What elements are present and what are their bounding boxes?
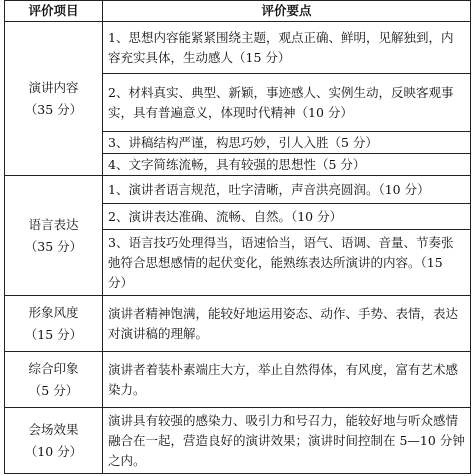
table-row [5, 22, 471, 74]
category-score: （35 分） [24, 101, 83, 117]
category-score: （35 分） [24, 238, 83, 254]
criterion-cell: 1、思想内容能紧紧围绕主题，观点正确、鲜明，见解独到，内容充实具体，生动感人（15 分） [103, 22, 471, 74]
category-cell-demeanor [5, 296, 103, 352]
criterion-cell: 演讲者精神饱满，能较好地运用姿态、动作、手势、表情，表达对演讲稿的理解。 [103, 296, 471, 352]
table-row [5, 408, 471, 474]
category-cell-impression [5, 352, 103, 408]
criterion-cell: 演讲者着装朴素端庄大方，举止自然得体，有风度，富有艺术感染力。 [103, 352, 471, 408]
rubric-body [5, 22, 471, 474]
criterion-cell: 2、材料真实、典型、新颖，事迹感人、实例生动，反映客观事实，具有普遍意义，体现时代精神（10 分） [103, 74, 471, 132]
table-row [5, 352, 471, 408]
header-evaluation-item: 评价项目 [5, 1, 103, 22]
header-evaluation-points: 评价要点 [103, 1, 471, 22]
criterion-cell: 3、讲稿结构严谨，构思巧妙，引人入胜（5 分） [103, 132, 471, 154]
table-row [5, 296, 471, 352]
rubric-sheet [4, 0, 470, 476]
category-cell-content [5, 22, 103, 176]
category-score: （10 分） [24, 443, 83, 459]
category-name: 会场效果 [28, 421, 79, 437]
criterion-cell: 3、语言技巧处理得当，语速恰当，语气、语调、音量、节奏张弛符合思想感情的起伏变化，能熟练表达所演讲的内容。（15 分） [103, 230, 471, 296]
table-row [5, 176, 471, 204]
category-name: 综合印象 [28, 360, 79, 376]
evaluation-rubric-table [4, 0, 471, 474]
category-score: （15 分） [24, 326, 83, 342]
category-name: 形象风度 [28, 304, 79, 320]
category-name: 演讲内容 [28, 79, 79, 95]
criterion-cell: 4、文字简练流畅，具有较强的思想性（5 分） [103, 154, 471, 176]
category-cell-venue-effect [5, 408, 103, 474]
header-row [5, 1, 471, 22]
category-cell-language [5, 176, 103, 296]
criterion-cell: 演讲具有较强的感染力、吸引力和号召力，能较好地与听众感情融合在一起，营造良好的演讲效果；演讲时间控制在 5—10 分钟之内。 [103, 408, 471, 474]
criterion-cell: 2、演讲表达准确、流畅、自然。（10 分） [103, 204, 471, 230]
category-name: 语言表达 [28, 216, 79, 232]
criterion-cell: 1、演讲者语言规范，吐字清晰，声音洪亮圆润。（10 分） [103, 176, 471, 204]
category-score: （5 分） [28, 382, 79, 398]
